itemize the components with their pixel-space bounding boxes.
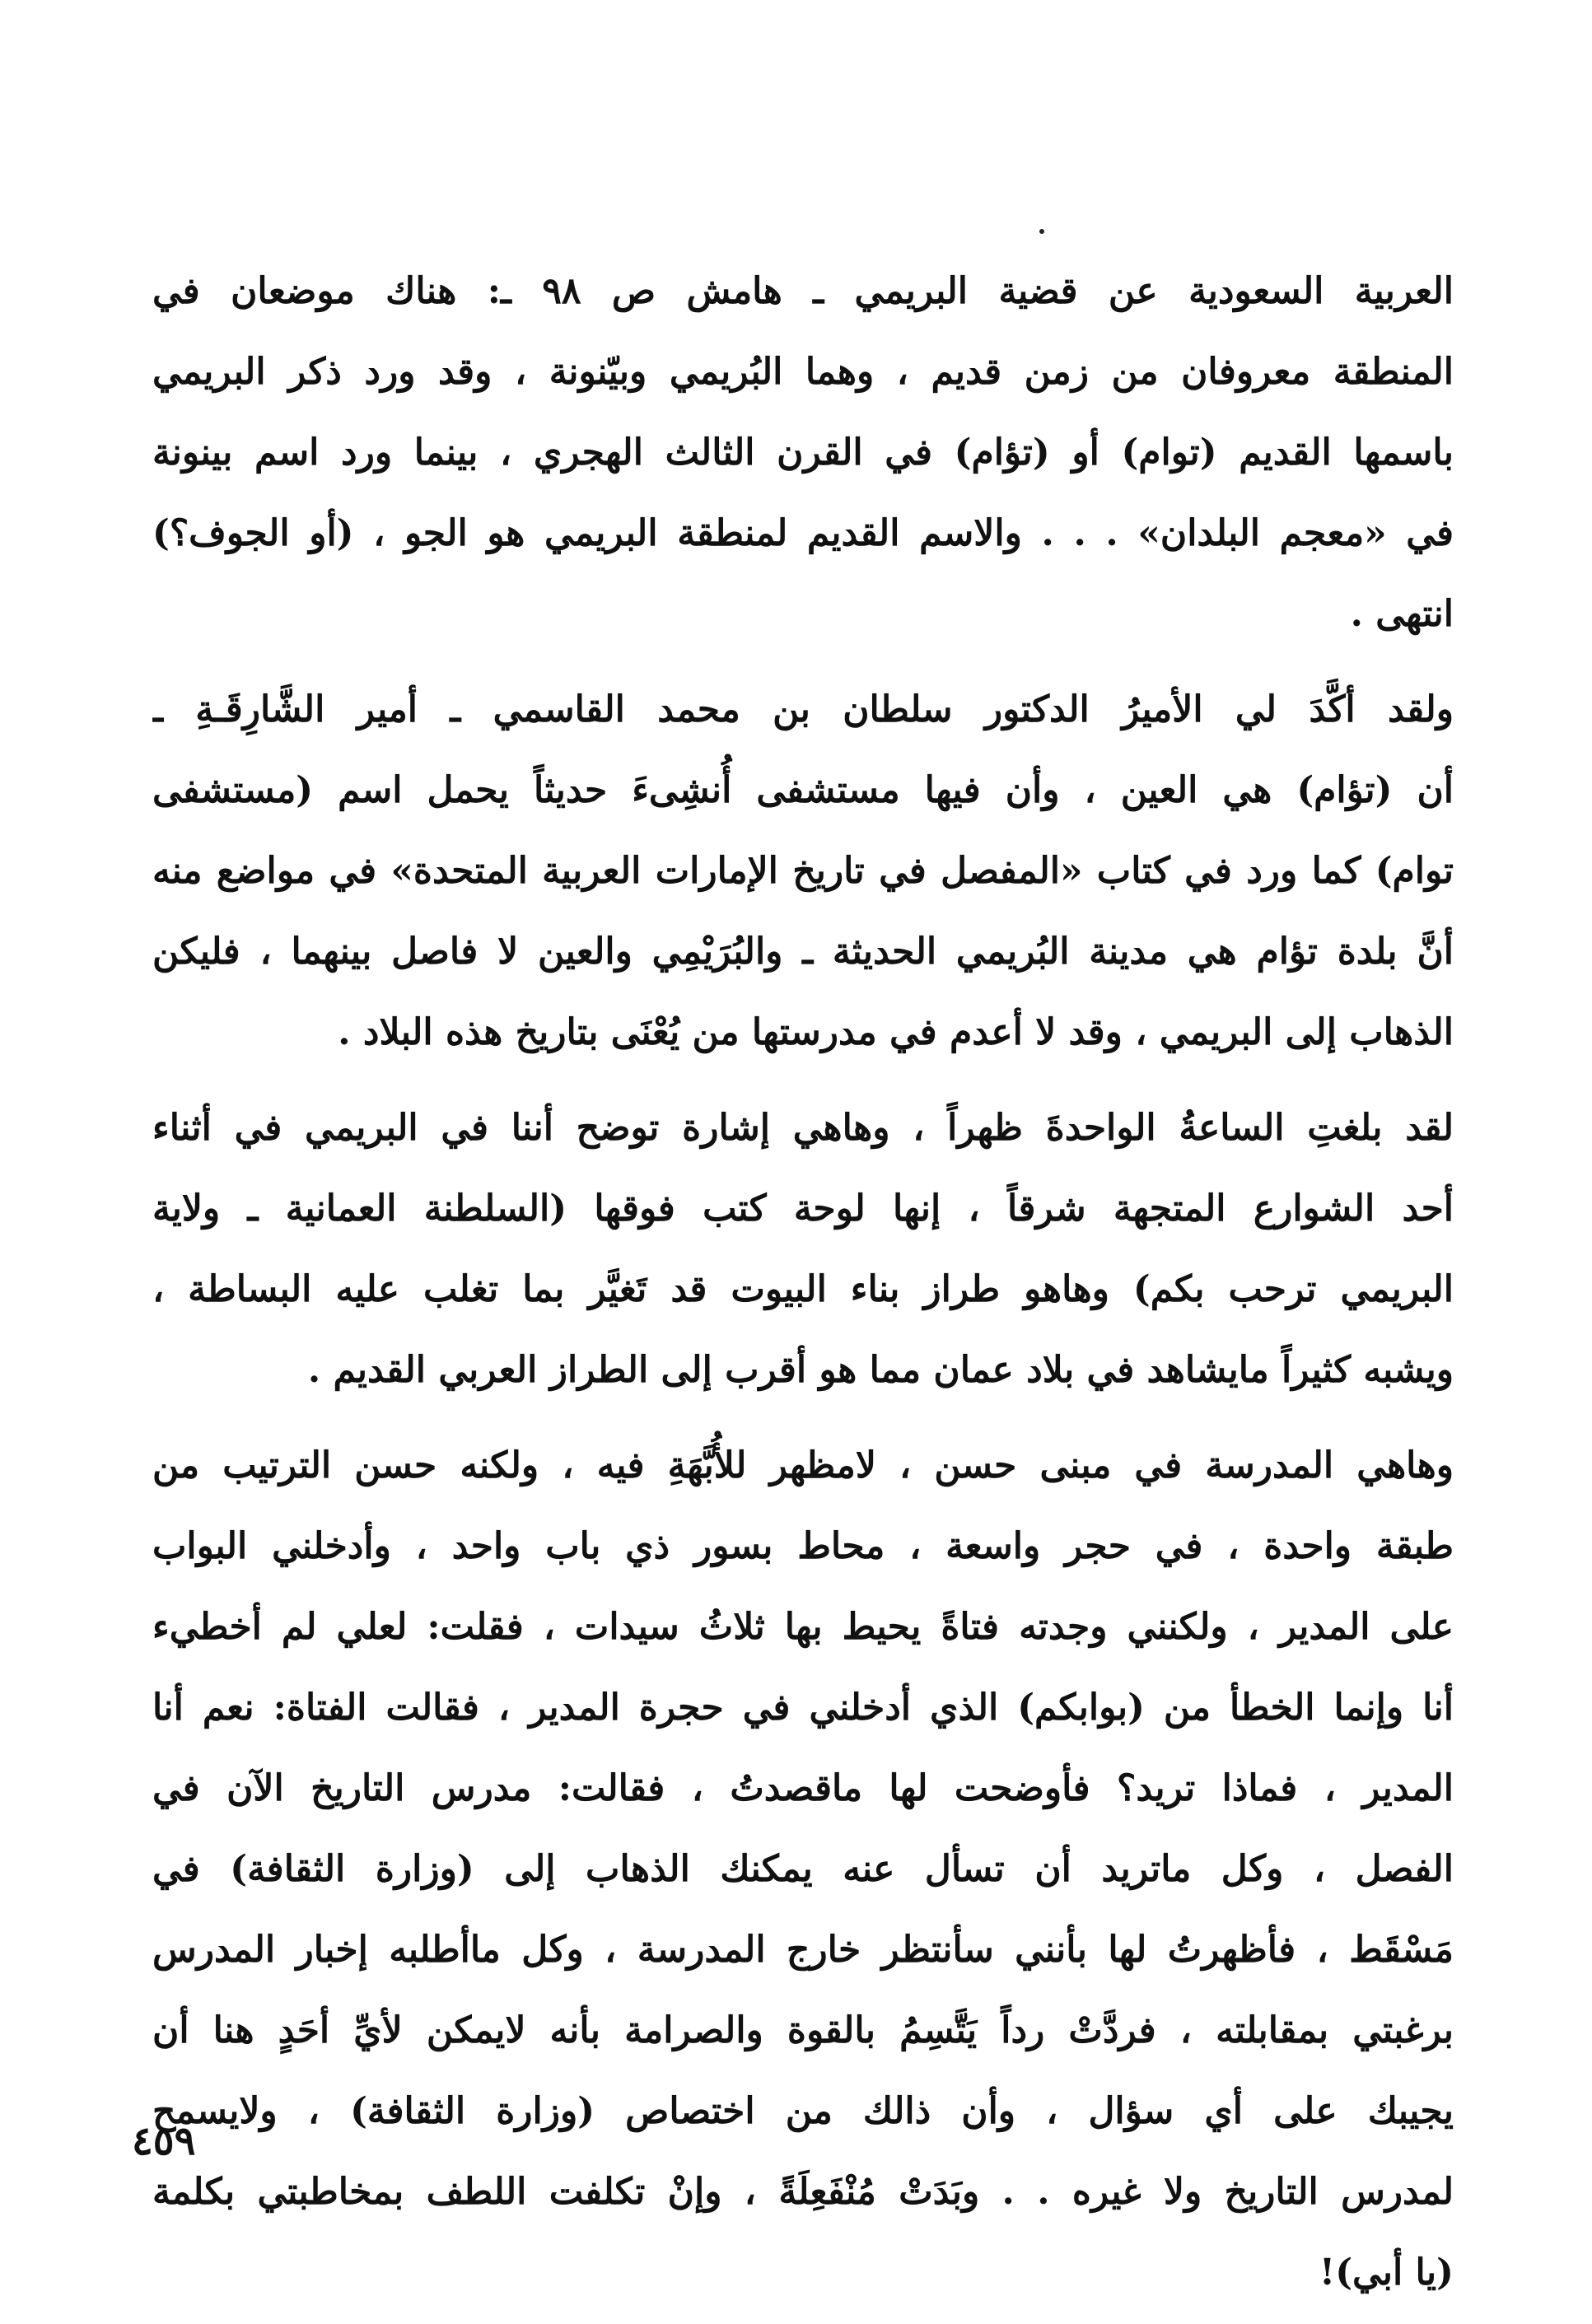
text-line: وهاهي المدرسة في مبنى حسن ، لامظهر للأُبَّهَةِ فيه ، ولكنه حسن الترتيب من [152,1444,1454,1486]
text-line: المنطقة معروفان من زمن قديم ، وهما البُريمي وبيّنونة ، وقد ورد ذكر البريمي [152,351,1454,393]
paragraph-3 [152,1088,1454,1411]
text-line: أحد الشوارع المتجهة شرقاً ، إنها لوحة كتب فوقها (السلطنة العمانية ـ ولاية [152,1188,1454,1230]
text-line: على المدير ، ولكنني وجدته فتاةً يحيط بها ثلاثُ سيدات ، فقلت: لعلي لم أخطيء [152,1606,1454,1648]
text-line: توام) كما ورد في كتاب «المفصل في تاريخ الإمارات العربية المتحدة» في مواضع منه [152,850,1454,892]
text-line: ولقد أكَّدَ لي الأميرُ الدكتور سلطان بن محمد القاسمي ـ أمير الشَّارِقَـةِ ـ [152,688,1454,730]
text-line: أنا وإنما الخطأ من (بوابكم) الذي أدخلني في حجرة المدير ، فقالت الفتاة: نعم أنا [152,1687,1454,1729]
text-line: الذهاب إلى البريمي ، وقد لا أعدم في مدرستها من يُعْنَى بتاريخ هذه البلاد . [338,1011,1454,1053]
text-line: (يا أبي)! [1319,2252,1454,2294]
text-line: أن (تؤام) هي العين ، وأن فيها مستشفى أُنشِىءَ حديثاً يحمل اسم (مستشفى [152,769,1454,811]
text-line: البريمي ترحب بكم) وهاهو طراز بناء البيوت قد تَغيَّر بما تغلب عليه البساطة ، [152,1268,1454,1310]
paragraph-2 [152,670,1454,1073]
text-line: الفصل ، وكل ماتريد أن تسأل عنه يمكنك الذهاب إلى (وزارة الثقافة) في [152,1848,1454,1890]
text-line: أنَّ بلدة تؤام هي مدينة البُريمي الحديثة ـ والبُرَيْمِي والعين لا فاصل بينهما ، فليكن [152,931,1454,973]
text-line: برغبتي بمقابلته ، فردَّتْ رداً يَتَّسِمُ بالقوة والصرامة بأنه لايمكن لأيِّ أحَدٍ هنا أن [152,2009,1454,2051]
paragraph-4 [152,1426,1454,2313]
paragraph-1 [152,251,1454,655]
print-speck [1039,229,1044,234]
text-line: لمدرس التاريخ ولا غيره . . وبَدَتْ مُنْفَعِلَةً ، وإنْ تكلفت اللطف بمخاطبتي بكلمة [152,2171,1454,2213]
text-line: العربية السعودية عن قضية البريمي ـ هامش ص ٩٨ ـ: هناك موضعان في [152,270,1454,312]
text-line: مَسْقَط ، فأظهرتُ لها بأنني سأنتظر خارج المدرسة ، وكل ماأطلبه إخبار المدرس [152,1929,1454,1971]
text-line: ويشبه كثيراً مايشاهد في بلاد عمان مما هو أقرب إلى الطراز العربي القديم . [307,1349,1454,1391]
text-line: لقد بلغتِ الساعةُ الواحدةَ ظهراً ، وهاهي إشارة توضح أننا في البريمي في أثناء [152,1107,1454,1149]
text-line: يجيبك على أي سؤال ، وأن ذالك من اختصاص (وزارة الثقافة) ، ولايسمح [152,2090,1454,2132]
text-line: في «معجم البلدان» . . . والاسم القديم لمنطقة البريمي هو الجو ، (أو الجوف؟) [152,512,1454,554]
page-number: ٤٥٩ [132,2118,196,2164]
text-line: انتهى . [1350,593,1454,635]
body-text [152,251,1454,2313]
text-line: طبقة واحدة ، في حجر واسعة ، محاط بسور ذي باب واحد ، وأدخلني البواب [152,1525,1454,1567]
text-line: المدير ، فماذا تريد؟ فأوضحت لها ماقصدتُ ، فقالت: مدرس التاريخ الآن في [152,1767,1454,1809]
text-line: باسمها القديم (توام) أو (تؤام) في القرن الثالث الهجري ، بينما ورد اسم بينونة [152,432,1454,474]
